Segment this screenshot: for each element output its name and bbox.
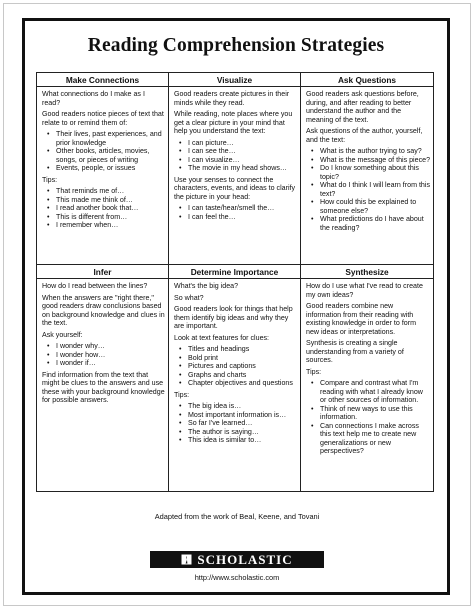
list-item: • This is different from…	[42, 213, 165, 222]
list-item: • I wonder how…	[42, 351, 165, 360]
list-item: • What do I think I will learn from this text?	[306, 181, 430, 198]
bullet-list	[174, 204, 297, 221]
bullet-list	[306, 147, 430, 232]
list-item: • Other books, articles, movies, songs, or pieces of writing	[42, 147, 165, 164]
list-item: • That reminds me of…	[42, 187, 165, 196]
cell-make-connections	[37, 73, 169, 265]
attribution-text: Adapted from the work of Beal, Keene, and Tovani	[154, 512, 320, 521]
bullet-list	[174, 402, 297, 445]
list-item: • What is the message of this piece?	[306, 156, 430, 165]
list-item: • How could this be explained to someone else?	[306, 198, 430, 215]
list-item: • So far I've learned…	[174, 419, 297, 428]
list-item: • Events, people, or issues	[42, 164, 165, 173]
paragraph: Synthesis is creating a single understanding from a variety of sources.	[306, 339, 404, 364]
list-item: • Pictures and captions	[174, 362, 297, 371]
list-item: • The big idea is…	[174, 402, 297, 411]
list-item: • I read another book that…	[42, 204, 165, 213]
paragraph: Good readers notice pieces of text that relate to or remind them of:	[42, 110, 164, 127]
bullet-list	[42, 187, 165, 230]
cell-heading: Synthesize	[301, 267, 433, 279]
list-item: • Their lives, past experiences, and prior knowledge	[42, 130, 165, 147]
paragraph: Good readers combine new information from their reading with existing knowledge in order to form new ideas or interpretations.	[306, 302, 417, 336]
paragraph: Use your senses to connect the characters, events, and ideas to clarify the picture in your head:	[174, 175, 296, 201]
paragraph: Find information from the text that might be clues to the answers and use these with your background knowledge for possible answers.	[42, 370, 165, 404]
bullet-list	[174, 139, 297, 173]
paragraph: Look at text features for clues:	[174, 333, 270, 342]
list-item: • What predictions do I have about the reading?	[306, 215, 430, 232]
list-item: • Titles and headings	[174, 345, 297, 354]
cell-determine-importance	[169, 265, 301, 491]
cell-synthesize	[301, 265, 433, 491]
paragraph: So what?	[174, 293, 204, 302]
list-item: • I remember when…	[42, 221, 165, 230]
bullet-list	[42, 342, 165, 368]
paragraph: What connections do I make as I read?	[42, 90, 145, 107]
scholastic-logo	[150, 551, 324, 568]
list-item: • The movie in my head shows…	[174, 164, 297, 173]
list-item: • The author is saying…	[174, 428, 297, 437]
list-item: • I can see the…	[174, 147, 297, 156]
list-item: • This made me think of…	[42, 196, 165, 205]
cell-heading: Infer	[37, 267, 168, 279]
list-item: • Do I know something about this topic?	[306, 164, 430, 181]
paragraph: While reading, note places where you get a clear picture in your mind that help you understand the text:	[174, 110, 293, 135]
list-item: • Compare and contrast what I'm reading with what I already know or other sources of information.	[306, 379, 430, 405]
paragraph: Tips:	[42, 175, 58, 184]
cell-heading: Determine Importance	[169, 267, 300, 279]
paragraph: Tips:	[174, 390, 190, 399]
bullet-list	[174, 345, 297, 388]
cell-visualize	[169, 73, 301, 265]
bullet-list	[306, 379, 430, 456]
paragraph: Tips:	[306, 367, 322, 376]
cell-heading: Visualize	[169, 75, 300, 87]
list-item: • This idea is similar to…	[174, 436, 297, 445]
list-item: • What is the author trying to say?	[306, 147, 430, 156]
paragraph: What's the big idea?	[174, 282, 239, 290]
paragraph: Good readers create pictures in their minds while they read.	[174, 90, 290, 107]
list-item: • I wonder why…	[42, 342, 165, 351]
cell-ask-questions	[301, 73, 433, 265]
logo-text: SCHOLASTIC	[197, 551, 293, 567]
list-item: • I can visualize…	[174, 156, 297, 165]
list-item: • Think of new ways to use this information.	[306, 405, 430, 422]
torch-icon	[181, 554, 192, 565]
paragraph: Ask yourself:	[42, 330, 83, 339]
paragraph: How do I use what I've read to create my own ideas?	[306, 282, 423, 299]
paragraph: Good readers ask questions before, during, and after reading to better understand the author and the meaning of the text.	[306, 90, 419, 124]
cell-heading: Make Connections	[37, 75, 168, 87]
strategies-grid	[36, 72, 434, 492]
paragraph: Good readers look for things that help them identify big ideas and why they are important.	[174, 305, 293, 330]
list-item: • Bold print	[174, 354, 297, 363]
list-item: • I can feel the…	[174, 213, 297, 222]
list-item: • Most important information is…	[174, 411, 297, 420]
list-item: • I can picture…	[174, 139, 297, 148]
website-url[interactable]: http://www.scholastic.com	[194, 573, 280, 582]
list-item: • I can taste/hear/smell the…	[174, 204, 297, 213]
list-item: • Graphs and charts	[174, 371, 297, 380]
list-item: • I wonder if…	[42, 359, 165, 368]
list-item: • Can connections I make across this text help me to create new generalizations or new perspectives?	[306, 422, 430, 456]
page-title: Reading Comprehension Strategies	[87, 35, 385, 56]
cell-infer	[37, 265, 169, 491]
cell-heading: Ask Questions	[301, 75, 433, 87]
list-item: • Chapter objectives and questions	[174, 379, 297, 388]
bullet-list	[42, 130, 165, 173]
paragraph: When the answers are "right there," good readers draw conclusions based on background knowledge and clues in the text.	[42, 293, 165, 327]
paragraph: Ask questions of the author, yourself, and the text:	[306, 127, 423, 144]
paragraph: How do I read between the lines?	[42, 282, 148, 290]
